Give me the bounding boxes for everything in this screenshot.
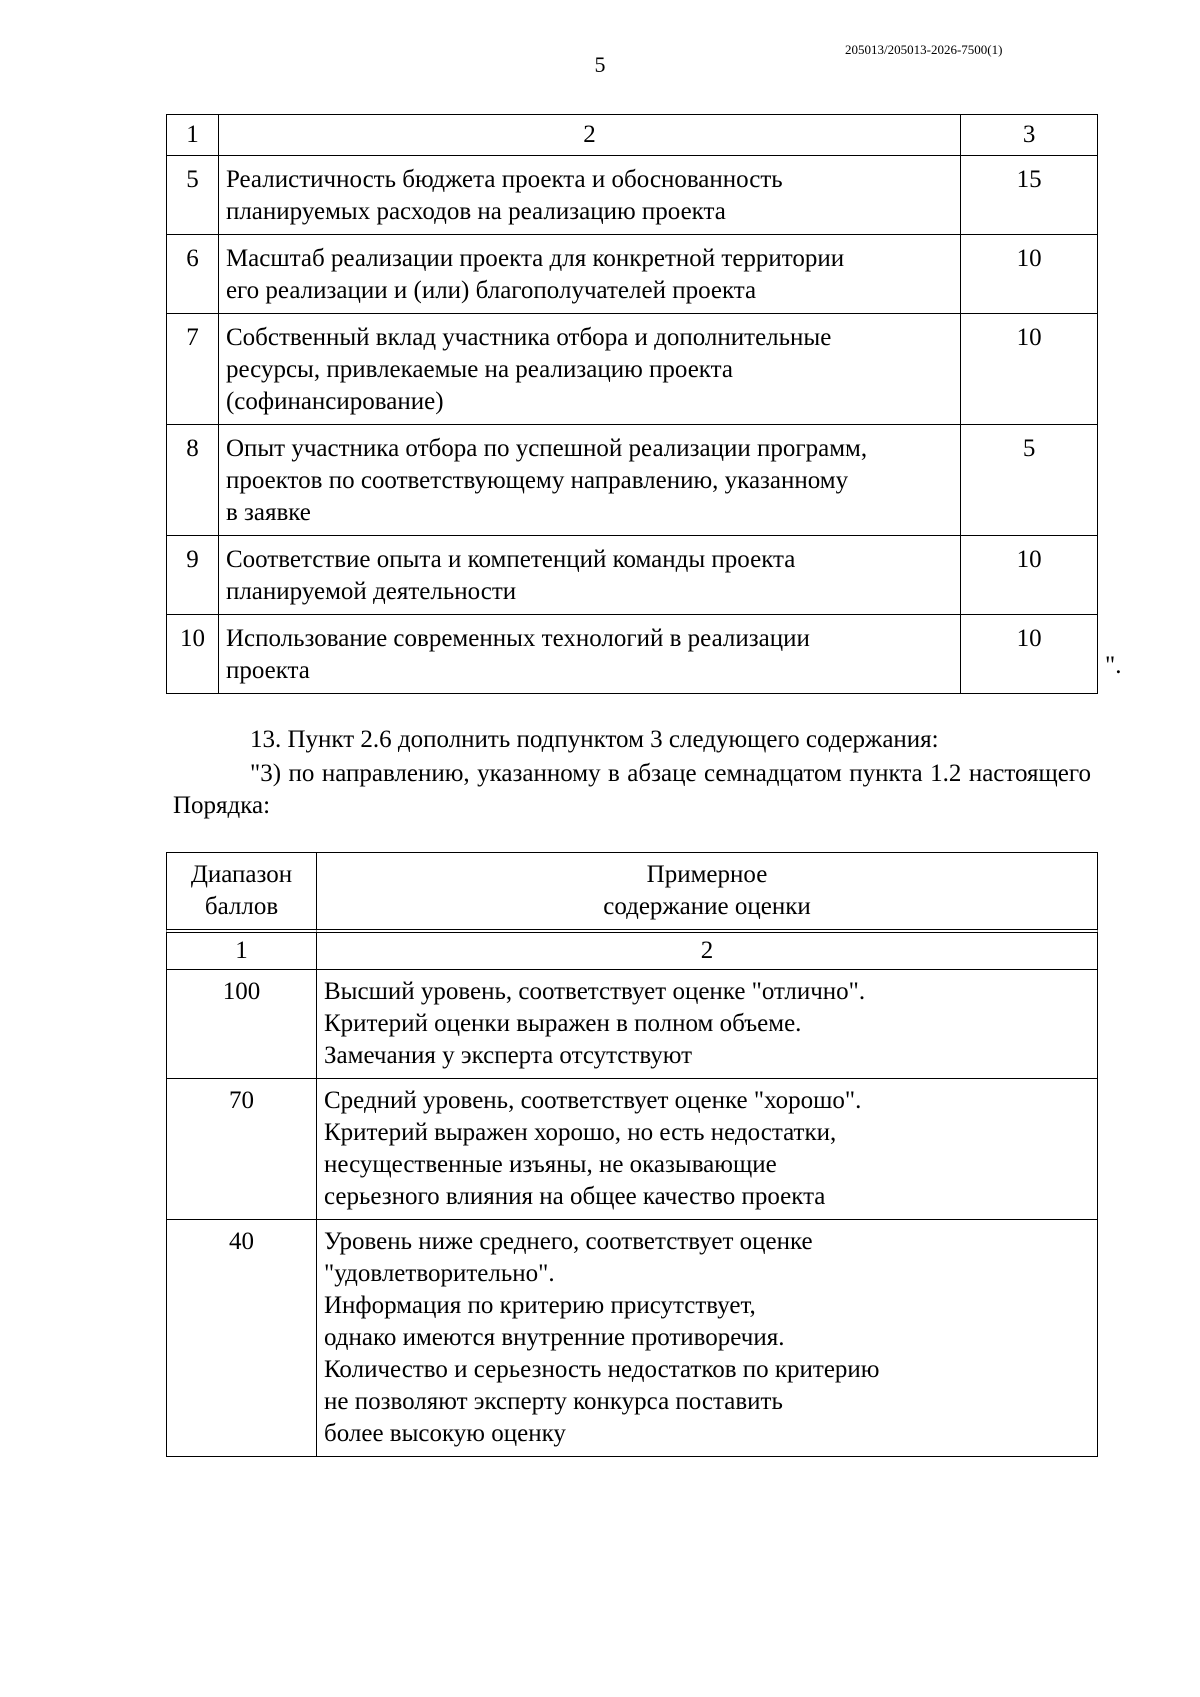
criterion-text-line: проекта [225, 657, 310, 684]
criterion-text [218, 536, 960, 615]
document-id: 205013/205013-2026-7500(1) [845, 42, 1003, 57]
content-header-line: Примерное [646, 861, 768, 888]
criterion-score: 10 [961, 536, 1098, 615]
column-number: 1 [167, 115, 219, 156]
criterion-text-line: Масштаб реализации проекта для конкретной территории [225, 245, 845, 272]
criterion-text-line: его реализации и (или) благополучателей проекта [225, 277, 757, 304]
column-number: 3 [961, 115, 1098, 156]
criterion-number: 10 [167, 615, 219, 694]
score-description-line: несущественные изъяны, не оказывающие [324, 1151, 777, 1178]
content-header [316, 852, 1098, 929]
criterion-text-line: Соответствие опыта и компетенций команды проекта [225, 546, 796, 573]
score-description [316, 1219, 1098, 1457]
criterion-number: 8 [167, 425, 219, 536]
criterion-number: 7 [167, 314, 219, 425]
criterion-score: 10 [961, 235, 1098, 314]
score-row [166, 969, 1098, 1078]
score-table [166, 852, 1098, 1457]
criteria-row [167, 425, 1098, 536]
score-description-line: однако имеются внутренние противоречия. [324, 1324, 785, 1351]
range-header-line: баллов [204, 893, 279, 920]
criterion-number: 6 [167, 235, 219, 314]
criterion-score: 10 [961, 615, 1098, 694]
score-description-line: Критерий оценки выражен в полном объеме. [324, 1010, 802, 1037]
criterion-text [218, 156, 960, 235]
score-table-header-row [166, 852, 1098, 929]
criterion-text-line: Собственный вклад участника отбора и дополнительные [225, 324, 832, 351]
criterion-score: 10 [961, 314, 1098, 425]
criterion-text [218, 314, 960, 425]
column-number: 2 [316, 929, 1098, 969]
score-description-line: не позволяют эксперту конкурса поставить [324, 1388, 783, 1415]
score-row [166, 1078, 1098, 1219]
criterion-number: 5 [167, 156, 219, 235]
score-description-line: Средний уровень, соответствует оценке "хорошо". [324, 1087, 862, 1114]
score-range: 100 [166, 969, 316, 1078]
range-header [166, 852, 316, 929]
score-description-line: Уровень ниже среднего, соответствует оценке [324, 1228, 813, 1255]
criterion-text-line: (софинансирование) [225, 388, 444, 415]
score-description [316, 1078, 1098, 1219]
criteria-table [166, 114, 1098, 694]
criterion-text [218, 615, 960, 694]
criterion-text-line: ресурсы, привлекаемые на реализацию проекта [225, 356, 733, 383]
criteria-row [167, 615, 1098, 694]
criteria-row [167, 536, 1098, 615]
criteria-row [167, 156, 1098, 235]
content-header-line: содержание оценки [603, 893, 811, 920]
score-description-line: Высший уровень, соответствует оценке "отлично". [324, 978, 866, 1005]
criteria-row [167, 314, 1098, 425]
criteria-column-numbers-row [167, 115, 1098, 156]
paragraph-item-13: 13. Пункт 2.6 дополнить подпунктом 3 следующего содержания: [250, 726, 939, 753]
score-description [316, 969, 1098, 1078]
score-description-line: Количество и серьезность недостатков по критерию [324, 1356, 880, 1383]
paragraph-subitem-3: "3) по направлению, указанному в абзаце семнадцатом пункта 1.2 настоящего Порядка: [173, 760, 1091, 819]
range-header-line: Диапазон [190, 861, 293, 888]
column-number: 2 [218, 115, 960, 156]
score-description-line: Критерий выражен хорошо, но есть недостатки, [324, 1119, 837, 1146]
criterion-text-line: планируемой деятельности [225, 578, 517, 605]
score-column-numbers-row [166, 929, 1098, 969]
score-range: 40 [166, 1219, 316, 1457]
score-row [166, 1219, 1098, 1457]
criterion-text-line: планируемых расходов на реализацию проекта [225, 198, 726, 225]
score-range: 70 [166, 1078, 316, 1219]
criterion-text-line: в заявке [225, 499, 311, 526]
page-number: 5 [594, 52, 606, 77]
score-description-line: Информация по критерию присутствует, [324, 1292, 756, 1319]
closing-quote: ". [1105, 652, 1122, 679]
criterion-text-line: Опыт участника отбора по успешной реализации программ, [225, 435, 868, 462]
score-description-line: "удовлетворительно". [324, 1260, 555, 1287]
criterion-number: 9 [167, 536, 219, 615]
score-description-line: серьезного влияния на общее качество проекта [324, 1183, 826, 1210]
score-description-line: более высокую оценку [324, 1420, 566, 1447]
criterion-text [218, 235, 960, 314]
column-number: 1 [166, 929, 316, 969]
criterion-text-line: Реалистичность бюджета проекта и обоснованность [225, 166, 783, 193]
criterion-score: 15 [961, 156, 1098, 235]
criterion-text-line: проектов по соответствующему направлению, указанному [225, 467, 849, 494]
criteria-row [167, 235, 1098, 314]
score-description-line: Замечания у эксперта отсутствуют [324, 1042, 693, 1069]
criterion-score: 5 [961, 425, 1098, 536]
criterion-text [218, 425, 960, 536]
criterion-text-line: Использование современных технологий в реализации [225, 625, 810, 652]
